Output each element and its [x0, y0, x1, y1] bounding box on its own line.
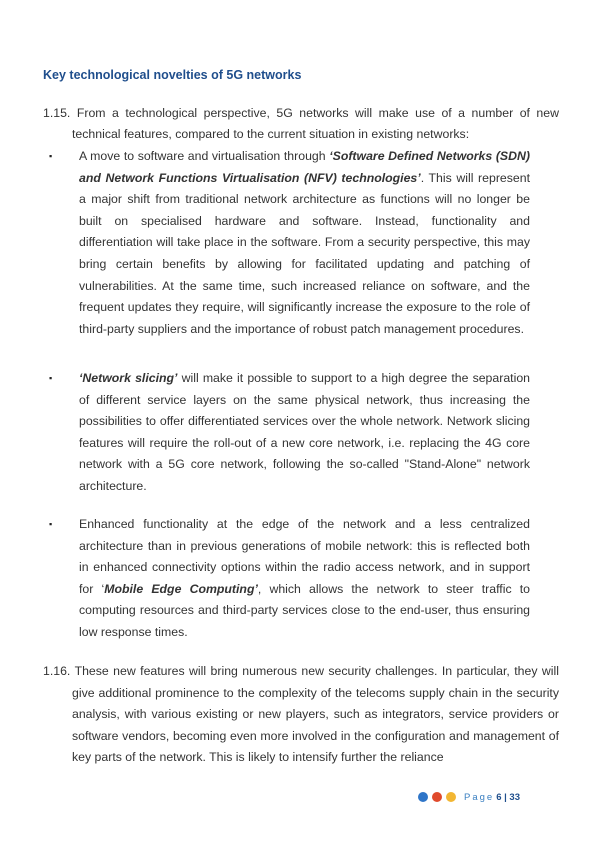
- list-item: [49, 514, 531, 644]
- decorative-dot-icon: [432, 792, 442, 802]
- list-item: [49, 146, 531, 340]
- bullet-emphasis: ‘Network slicing’: [79, 371, 178, 385]
- bullet-text-post: . This will represent a major shift from traditional network architecture as functions will no longer be built on specialised hardware and software. Instead, functionality and differentiation will take place in the software. From a security perspective, this may bring certain benefits by allowing for facilitated updating and patching of vulnerabilities. At the same time, such increased reliance on software, and the frequent updates they require, will significantly increase the exposure to the role of third-party suppliers and the importance of robust patch management procedures.: [79, 170, 531, 336]
- page-label: Page: [464, 791, 495, 803]
- decorative-dot-icon: [418, 792, 428, 802]
- paragraph-text: These new features will bring numerous new security challenges. In particular, they will give additional prominence to the complexity of the telecoms supply chain in the security analysis, with various existing or new players, such as integrators, service providers or software vendors, becoming even more involved in the configuration and management of key parts of the network. This is likely to intensify further the reliance: [72, 664, 559, 765]
- paragraph-number: 1.16.: [43, 664, 71, 678]
- bullet-text-pre: A move to software and virtualisation through: [79, 149, 330, 163]
- bullet-text-pre: Enhanced functionality at the edge of the network and a less centralized architecture than in previous generations of mobile network: this is reflected both in enhanced connectivity options within the radio access network, and in support for ‘: [79, 517, 530, 596]
- bullet-text-post: will make it possible to support to a high degree the separation of different service layers on the same physical network, thus increasing the possibilities to offer differentiated services over the whole network. Network slicing features will require the roll-out of a new core network, i.e. replacing the 4G core network with a 5G core network, following the so-called "Stand-Alone" network architecture.: [79, 371, 530, 493]
- list-item: [49, 368, 530, 498]
- bullet-icon: ▪: [49, 151, 53, 161]
- decorative-dot-icon: [446, 792, 456, 802]
- paragraph-1-16: [43, 661, 559, 769]
- paragraph-number: 1.15.: [43, 106, 71, 120]
- bullet-text-post: , which allows the network to steer traffic to computing resources and third-party services close to the end-user, thus ensuring low response times.: [79, 581, 531, 639]
- section-heading: Key technological novelties of 5G networks: [43, 68, 302, 82]
- bullet-emphasis: ‘Software Defined Networks (SDN) and Network Functions Virtualisation (NFV) technologies’: [79, 149, 530, 185]
- bullet-icon: ▪: [49, 373, 53, 383]
- bullet-emphasis: Mobile Edge Computing’: [104, 581, 258, 596]
- page-number: 6 | 33: [496, 791, 520, 803]
- bullet-icon: ▪: [49, 519, 53, 529]
- page-footer: [418, 790, 520, 804]
- paragraph-text: From a technological perspective, 5G networks will make use of a number of new technical features, compared to the current situation in existing networks:: [72, 106, 559, 141]
- paragraph-1-15: [43, 103, 559, 145]
